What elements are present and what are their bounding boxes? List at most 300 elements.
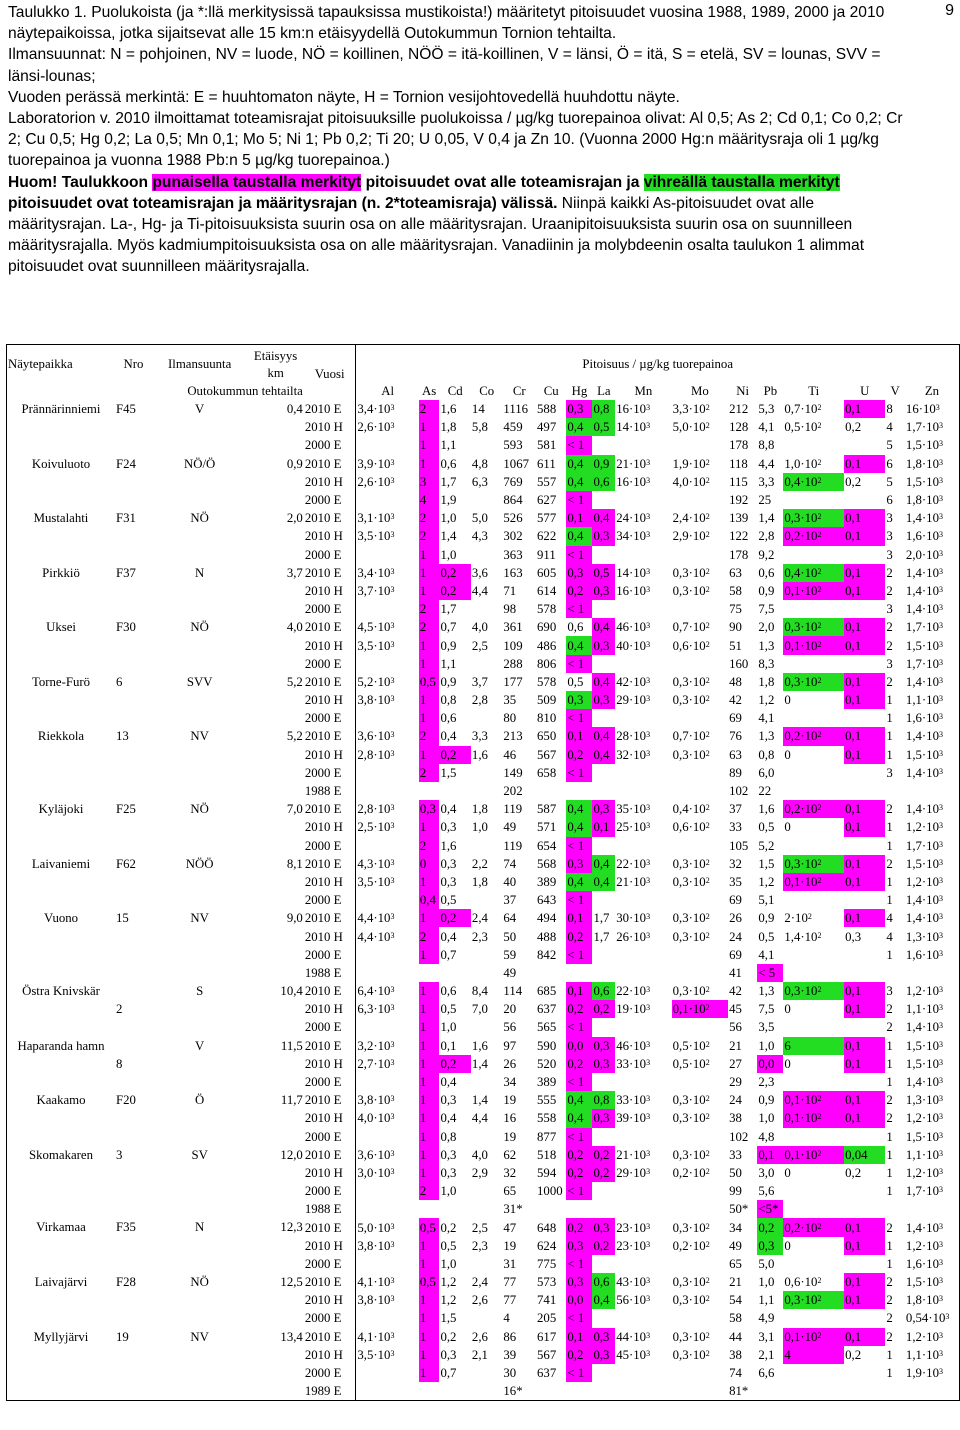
value-cell-ni: 44 — [729, 1329, 742, 1344]
value-cell-co: 4,0 — [471, 620, 488, 635]
value-cell-mn: $45\cdot 10^3$ — [616, 1347, 651, 1362]
value-cell-la — [592, 891, 615, 909]
table-row — [7, 800, 960, 818]
value-cell-pb: 1,5 — [758, 856, 775, 871]
value-cell-mo: $2,9\cdot 10^2$ — [672, 529, 710, 544]
value-cell-zn: $1,8\cdot 10^3$ — [905, 491, 960, 509]
value-cell-v: 1 — [886, 1075, 893, 1090]
value-cell-cr: 114 — [503, 984, 523, 999]
value-cell-ti — [783, 491, 844, 509]
value-cell-al: $3,4\cdot 10^3$ — [357, 565, 395, 580]
value-cell-cr: 16 — [503, 1111, 517, 1126]
value-cell-ti: $0,6\cdot 10^2$ — [784, 1275, 822, 1290]
value-cell-as: 1 — [419, 1255, 440, 1273]
value-cell-mn: $26\cdot 10^3$ — [616, 929, 651, 944]
table-row — [7, 727, 960, 745]
value-cell-al: $5,0\cdot 10^3$ — [357, 1220, 395, 1235]
value-cell-ni: 192 — [729, 493, 749, 508]
value-cell-u: 0,1 — [844, 691, 885, 709]
value-cell-cd: 0,4 — [440, 802, 457, 817]
value-cell-al: $3,8\cdot 10^3$ — [357, 1238, 395, 1253]
value-cell-v: 6 — [886, 493, 893, 508]
value-cell-cr: 363 — [503, 547, 523, 562]
value-cell-al — [356, 1364, 419, 1382]
value-cell-v: 1 — [886, 747, 893, 762]
value-cell-ni: 69 — [729, 947, 742, 962]
value-cell-mo: $0,3\cdot 10^2$ — [672, 1220, 710, 1235]
site-direction: NÖ/Ö — [184, 456, 216, 471]
value-cell-zn: $16\cdot 10^3$ — [905, 400, 960, 418]
value-cell-ti: $0,1\cdot 10^2$ — [783, 1328, 844, 1346]
value-cell-ti: 4 — [783, 1346, 844, 1364]
value-cell-pb: 4,1 — [758, 947, 775, 962]
sample-year: 2010 H — [304, 1109, 356, 1127]
value-cell-al: $3,9\cdot 10^3$ — [357, 456, 395, 471]
value-cell-v: 2 — [886, 856, 893, 871]
value-cell-u: 0,2 — [845, 1347, 862, 1362]
value-cell-mo — [672, 709, 728, 727]
value-cell-as: 2 — [419, 764, 440, 782]
value-cell-v: 4 — [886, 420, 893, 435]
value-cell-ti: $0,5\cdot 10^2$ — [784, 420, 822, 435]
header-distance: Etäisyys km — [247, 345, 303, 384]
value-cell-cu: 389 — [537, 1075, 557, 1090]
value-cell-ti: $0,4\cdot 10^2$ — [783, 473, 844, 491]
value-cell-co — [471, 1128, 502, 1146]
element-header-u: U — [860, 384, 870, 398]
value-cell-ni: 48 — [729, 674, 742, 689]
value-cell-as: 1 — [419, 564, 440, 582]
value-cell-cr: 19 — [503, 1238, 517, 1253]
value-cell-mo: $0,5\cdot 10^2$ — [672, 1056, 710, 1071]
value-cell-cr: 46 — [503, 747, 517, 762]
value-cell-ti: 0 — [784, 693, 791, 708]
value-cell-cr: 31 — [503, 1256, 517, 1271]
site-name: Pirkkiö — [7, 564, 116, 619]
table-row — [7, 1328, 960, 1346]
value-cell-ni: 27 — [729, 1056, 742, 1071]
value-cell-mn: $14\cdot 10^3$ — [616, 565, 651, 580]
value-cell-cu: 617 — [537, 1329, 557, 1344]
value-cell-ti: $0,3\cdot 10^2$ — [783, 982, 844, 1000]
value-cell-co: 8,4 — [471, 984, 488, 999]
site-distance: 5,2 — [286, 674, 303, 689]
value-cell-co: 2,5 — [471, 638, 488, 653]
value-cell-mo — [672, 837, 728, 855]
value-cell-v: 1 — [886, 947, 893, 962]
value-cell-ni: 118 — [729, 456, 748, 471]
value-cell-zn: $1,7\cdot 10^3$ — [905, 837, 960, 855]
value-cell-la: 0,5 — [592, 418, 615, 436]
value-cell-co — [471, 709, 502, 727]
site-number: 15 — [116, 911, 129, 926]
value-cell-v: 3 — [886, 765, 893, 780]
value-cell-u: 0,1 — [844, 636, 885, 654]
value-cell-mn: $23\cdot 10^3$ — [616, 1238, 651, 1253]
value-cell-cd: 0,5 — [440, 1238, 457, 1253]
value-cell-al: $6,4\cdot 10^3$ — [357, 984, 395, 999]
value-cell-la: 0,3 — [592, 1328, 615, 1346]
value-cell-zn: $1,7\cdot 10^3$ — [905, 618, 960, 636]
value-cell-al — [356, 1018, 419, 1036]
value-cell-zn: $1,5\cdot 10^3$ — [905, 436, 960, 454]
value-cell-al — [356, 1200, 419, 1218]
value-cell-v: 2 — [886, 1293, 893, 1308]
value-cell-cr: 98 — [503, 602, 517, 617]
value-cell-pb: 0,3 — [757, 1237, 783, 1255]
value-cell-pb: 4,1 — [758, 420, 775, 435]
value-cell-cu: 622 — [537, 529, 557, 544]
element-header-co: Co — [479, 384, 495, 398]
value-cell-hg: < 1 — [566, 946, 592, 964]
value-cell-mo: $0,3\cdot 10^2$ — [672, 1093, 710, 1108]
header-site: Näytepaikka — [7, 345, 116, 384]
value-cell-ni: 69 — [729, 893, 742, 908]
value-cell-hg: 0,3 — [566, 691, 592, 709]
value-cell-v: 3 — [886, 511, 893, 526]
value-cell-u: 0,1 — [844, 746, 885, 764]
value-cell-zn: $1,6\cdot 10^3$ — [905, 946, 960, 964]
value-cell-mn: $21\cdot 10^3$ — [616, 456, 651, 471]
element-header-cr: Cr — [512, 384, 526, 398]
sample-year: 2000 E — [304, 600, 356, 618]
value-cell-ti: 6 — [783, 1037, 844, 1055]
sample-year: 1989 E — [304, 1382, 356, 1401]
value-cell-cd: 0,3 — [440, 1165, 457, 1180]
value-cell-cd: 0,3 — [440, 1093, 457, 1108]
value-cell-v: 2 — [886, 1275, 893, 1290]
value-cell-u: 0,3 — [845, 929, 862, 944]
value-cell-cr: 288 — [503, 656, 523, 671]
value-cell-cr: 459 — [503, 420, 523, 435]
value-cell-as: 1 — [419, 1146, 440, 1164]
value-cell-cd: 1,7 — [440, 602, 457, 617]
value-cell-cd: 0,2 — [439, 582, 470, 600]
value-cell-as: 1 — [419, 1328, 440, 1346]
value-cell-co: 5,8 — [471, 420, 488, 435]
value-cell-as: 1 — [419, 582, 440, 600]
value-cell-ni: 29 — [729, 1075, 742, 1090]
site-direction: NV — [190, 911, 209, 926]
value-cell-mn: $56\cdot 10^3$ — [616, 1293, 651, 1308]
value-cell-as: 1 — [419, 546, 440, 564]
value-cell-cd: 1,7 — [440, 474, 457, 489]
value-cell-as: 1 — [419, 436, 440, 454]
value-cell-cr: 71 — [503, 583, 517, 598]
value-cell-mn — [615, 946, 671, 964]
value-cell-co — [471, 600, 502, 618]
value-cell-cu: 842 — [537, 947, 557, 962]
value-cell-cd: 1,9 — [440, 493, 457, 508]
value-cell-zn: $1,4\cdot 10^3$ — [905, 673, 960, 691]
value-cell-ti: $0,7\cdot 10^2$ — [784, 402, 822, 417]
value-cell-u: 0,2 — [845, 1165, 862, 1180]
value-cell-hg: 0,1 — [566, 509, 592, 527]
value-cell-cr: 86 — [503, 1329, 517, 1344]
value-cell-al: $4,4\cdot 10^3$ — [357, 929, 395, 944]
table-row — [7, 1146, 960, 1164]
value-cell-cu: 654 — [537, 838, 557, 853]
value-cell-hg: < 1 — [566, 1073, 592, 1091]
value-cell-hg: 0,1 — [566, 982, 592, 1000]
value-cell-zn: $1,1\cdot 10^3$ — [905, 1346, 960, 1364]
value-cell-ti — [783, 1200, 844, 1218]
sample-year: 2010 E — [304, 982, 356, 1000]
value-cell-cu: 488 — [537, 929, 557, 944]
value-cell-mo: $0,3\cdot 10^2$ — [672, 911, 710, 926]
value-cell-mn: $33\cdot 10^3$ — [616, 1093, 651, 1108]
value-cell-al — [356, 891, 419, 909]
value-cell-zn: $1,7\cdot 10^3$ — [905, 655, 960, 673]
value-cell-zn: $1,2\cdot 10^3$ — [905, 982, 960, 1000]
value-cell-u: 0,1 — [844, 982, 885, 1000]
site-name: Koivuluoto — [7, 455, 116, 510]
value-cell-la — [592, 1364, 615, 1382]
value-cell-pb: 3,3 — [758, 474, 775, 489]
value-cell-as: 1 — [419, 1164, 440, 1182]
value-cell-pb: 1,0 — [758, 1038, 775, 1053]
value-cell-pb: 0,9 — [758, 1093, 775, 1108]
value-cell-ti: 0 — [784, 1238, 791, 1253]
value-cell-mo: $0,3\cdot 10^2$ — [672, 929, 710, 944]
value-cell-ti — [783, 1128, 844, 1146]
site-number: F24 — [116, 456, 136, 471]
value-cell-hg: < 1 — [566, 1309, 592, 1327]
site-distance: 10,4 — [280, 984, 303, 998]
value-cell-as: 2 — [419, 927, 440, 945]
value-cell-al — [356, 764, 419, 782]
value-cell-hg: < 1 — [566, 891, 592, 909]
value-cell-ni: 58 — [729, 583, 742, 598]
value-cell-v: 1 — [886, 1165, 893, 1180]
value-cell-ti: $0,3\cdot 10^2$ — [783, 673, 844, 691]
value-cell-co: 4,4 — [471, 1111, 488, 1126]
value-cell-pb: 7,5 — [758, 1002, 775, 1017]
value-cell-co — [471, 782, 502, 800]
value-cell-cr: 26 — [503, 1056, 517, 1071]
value-cell-as: 0,5 — [419, 673, 440, 691]
value-cell-cu: 775 — [537, 1256, 557, 1271]
value-cell-mo — [672, 1073, 728, 1091]
value-cell-ni: 128 — [729, 420, 749, 435]
value-cell-hg: 0,4 — [566, 455, 592, 473]
element-header-ti: Ti — [808, 384, 820, 398]
element-header-mo: Mo — [690, 384, 709, 398]
value-cell-u — [844, 1200, 885, 1218]
value-cell-co: 1,4 — [471, 1056, 488, 1071]
value-cell-as: 1 — [419, 1018, 440, 1036]
value-cell-la: 0,6 — [592, 473, 615, 491]
value-cell-u — [844, 1382, 885, 1401]
value-cell-v: 2 — [886, 1002, 893, 1017]
value-cell-ni: 178 — [729, 547, 749, 562]
value-cell-cd: 0,7 — [440, 1366, 457, 1381]
value-cell-al — [356, 1182, 419, 1200]
value-cell-mo: $1,9\cdot 10^2$ — [672, 456, 710, 471]
value-cell-as: 2 — [419, 509, 440, 527]
value-cell-mo — [672, 1309, 728, 1327]
value-cell-ti: $0,3\cdot 10^2$ — [783, 618, 844, 636]
site-name: Mustalahti — [7, 509, 116, 564]
value-cell-mn — [615, 1364, 671, 1382]
value-cell-la: 1,7 — [593, 929, 610, 944]
value-cell-la: 0,3 — [592, 527, 615, 545]
value-cell-ti — [783, 782, 844, 800]
value-cell-mn: $22\cdot 10^3$ — [616, 856, 651, 871]
value-cell-cu: 509 — [537, 693, 557, 708]
value-cell-cd: 0,9 — [440, 674, 457, 689]
value-cell-v: 6 — [886, 456, 893, 471]
value-cell-cu — [536, 964, 566, 982]
value-cell-u: 0,04 — [844, 1146, 885, 1164]
sample-year: 2010 E — [304, 1273, 356, 1291]
site-name: Virkamaa — [7, 1218, 116, 1273]
value-cell-cr: 16* — [502, 1382, 536, 1401]
value-cell-cu: 648 — [537, 1220, 557, 1235]
value-cell-ti: $0,1\cdot 10^2$ — [783, 582, 844, 600]
value-cell-as — [419, 964, 440, 982]
sample-year: 2000 E — [304, 1073, 356, 1091]
value-cell-ti: 0 — [784, 820, 791, 835]
site-direction: NÖ — [190, 802, 209, 817]
value-cell-cd: 1,6 — [440, 402, 457, 417]
sample-year: 2000 E — [304, 837, 356, 855]
element-header-al: Al — [381, 384, 395, 398]
value-cell-hg: 0,0 — [566, 1291, 592, 1309]
element-header-ni: Ni — [736, 384, 750, 398]
value-cell-zn: $1,5\cdot 10^3$ — [905, 1128, 960, 1146]
value-cell-cr: 302 — [503, 529, 523, 544]
value-cell-mn — [615, 1018, 671, 1036]
value-cell-hg: < 1 — [566, 1128, 592, 1146]
value-cell-v: 2 — [886, 638, 893, 653]
value-cell-al: $2,8\cdot 10^3$ — [357, 802, 395, 817]
value-cell-co: 4,8 — [471, 456, 488, 471]
value-cell-hg: 0,4 — [566, 1091, 592, 1109]
value-cell-zn — [905, 782, 960, 800]
value-cell-pb: 1,1 — [758, 1293, 775, 1308]
value-cell-co: 1,6 — [471, 1038, 488, 1053]
element-header-cu: Cu — [543, 384, 559, 398]
value-cell-u — [844, 436, 885, 454]
value-cell-u: 0,2 — [845, 474, 862, 489]
value-cell-mn — [615, 655, 671, 673]
value-cell-as: 2 — [419, 618, 440, 636]
value-cell-as: 0 — [419, 855, 440, 873]
value-cell-as: 1 — [419, 818, 440, 836]
value-cell-cu: 643 — [537, 893, 557, 908]
value-cell-zn: $1,4\cdot 10^3$ — [905, 764, 960, 782]
value-cell-cu: 627 — [537, 493, 557, 508]
value-cell-la: 0,3 — [592, 1109, 615, 1127]
value-cell-pb: 6,0 — [758, 765, 775, 780]
value-cell-hg: 0,6 — [567, 620, 584, 635]
value-cell-cu: 624 — [537, 1238, 557, 1253]
value-cell-hg: 0,3 — [566, 1273, 592, 1291]
value-cell-ni: 76 — [729, 729, 742, 744]
element-header-pb: Pb — [763, 384, 778, 398]
value-cell-cd: 1,1 — [440, 656, 457, 671]
value-cell-zn: $1,2\cdot 10^3$ — [905, 818, 960, 836]
value-cell-pb: <5* — [757, 1200, 783, 1218]
value-cell-co — [471, 1364, 502, 1382]
value-cell-u: 0,1 — [844, 855, 885, 873]
value-cell-cu: 690 — [537, 620, 557, 635]
value-cell-as: 1 — [419, 909, 440, 927]
site-number: 13 — [116, 729, 129, 744]
value-cell-u — [844, 764, 885, 782]
value-cell-ti — [783, 1364, 844, 1382]
table-row — [7, 855, 960, 873]
value-cell-ni: 24 — [729, 1093, 742, 1108]
value-cell-pb: 2,0 — [758, 620, 775, 635]
value-cell-cu — [536, 1200, 566, 1218]
value-cell-cr: 149 — [503, 765, 523, 780]
value-cell-zn: $1,4\cdot 10^3$ — [905, 600, 960, 618]
value-cell-la — [592, 964, 615, 982]
value-cell-u — [844, 891, 885, 909]
sample-year: 2010 H — [304, 927, 356, 945]
value-cell-mo — [672, 655, 728, 673]
value-cell-al: $3,7\cdot 10^3$ — [357, 583, 395, 598]
value-cell-as: 2 — [419, 727, 440, 745]
value-cell-hg: < 1 — [566, 491, 592, 509]
value-cell-as — [419, 1200, 440, 1218]
value-cell-cu: 637 — [537, 1366, 557, 1381]
value-cell-cd: 0,5 — [440, 893, 457, 908]
sample-year: 2010 H — [304, 1000, 356, 1018]
value-cell-mn — [615, 546, 671, 564]
header-concentration: Pitoisuus / µg/kg tuorepainoa — [356, 345, 960, 384]
value-cell-la: 0,3 — [592, 800, 615, 818]
value-cell-al — [356, 964, 419, 982]
value-cell-mo — [672, 491, 728, 509]
value-cell-mn: $24\cdot 10^3$ — [616, 511, 651, 526]
value-cell-ni: 51 — [729, 638, 742, 653]
value-cell-u — [844, 491, 885, 509]
value-cell-ni: 74 — [729, 1366, 742, 1381]
sample-year: 2010 H — [304, 873, 356, 891]
value-cell-ti: 0 — [784, 747, 791, 762]
value-cell-cd: 1,8 — [440, 420, 457, 435]
value-cell-cr: 80 — [503, 711, 517, 726]
value-cell-mn — [615, 837, 671, 855]
site-direction: NÖ — [190, 511, 209, 526]
value-cell-hg: 0,2 — [566, 1164, 592, 1182]
value-cell-cd: 0,8 — [440, 693, 457, 708]
value-cell-cr: 49 — [503, 820, 517, 835]
value-cell-la: 0,3 — [592, 582, 615, 600]
value-cell-cu: 577 — [537, 511, 557, 526]
value-cell-zn: $1,7\cdot 10^3$ — [905, 1182, 960, 1200]
site-number: F30 — [116, 620, 136, 635]
table-row — [7, 564, 960, 582]
value-cell-pb: 4,1 — [758, 711, 775, 726]
value-cell-cr: 56 — [503, 1020, 517, 1035]
value-cell-as: 1 — [419, 1237, 440, 1255]
value-cell-pb: 22 — [758, 784, 772, 799]
value-cell-la: 0,3 — [592, 1037, 615, 1055]
value-cell-as: 1 — [419, 1346, 440, 1364]
value-cell-al — [356, 837, 419, 855]
site-direction: SVV — [186, 674, 213, 689]
value-cell-v: 3 — [886, 529, 893, 544]
sample-year: 2010 H — [304, 691, 356, 709]
value-cell-mo — [672, 1382, 728, 1401]
value-cell-mo: $0,3\cdot 10^2$ — [672, 1147, 710, 1162]
value-cell-zn: $1,8\cdot 10^3$ — [905, 455, 960, 473]
value-cell-ni: 75 — [729, 602, 742, 617]
